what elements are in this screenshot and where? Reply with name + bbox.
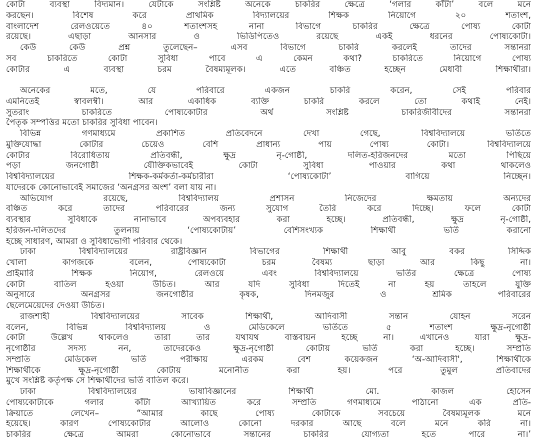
text-line: সম্প্রতি মেডিকেল ভর্তি পরীক্ষায় এরকম বেশ কয়েকজন ‘অ-আদিবাসী', শিক্ষার্থীকে — [6, 354, 531, 365]
text-line: মুক্তিযোদ্ধা কোটার চেয়েও বেশি প্রাধান্য পায় পোষ্য কোটা। বিশ্ববিদ্যালয়ে — [6, 139, 531, 150]
text-line: কেউ কেউ প্রশ্ন তুলেছেন– এসব বিভাগে চাকরি করলেই তাদের সন্তানরা — [20, 43, 531, 53]
text-line: পোষ্যকোটাকে গলার কাঁটা আখ্যায়িত করে সম্প্রতি গণমাধ্যমে পাঠানো এক প্রতি- — [6, 397, 531, 408]
text-line: কোটা ব্যবস্থা বিদ্যমান। যেটাকে সংশ্লিষ্ট অনেকে চাকরির ক্ষেত্রে ‘গলার কাঁটা’ বলে মনে — [6, 0, 531, 10]
text-line: এমনিতেই স্বাবলম্বী। আর একাধিক ব্যক্তি চাকরি করলে তো কথাই নেই। — [6, 96, 531, 107]
text-line: অনুসারে অনগ্রসর জনগোষ্ঠীর কৃষক, দিনমজুর ও শ্রমিক পরিবারের — [6, 290, 531, 301]
text-line: অভিযোগ রয়েছে, বিশ্ববিদ্যালয় প্রশাসন নিজেদের ক্ষমতায় অন্যদের — [20, 193, 531, 204]
text-line: অনেকের মতে, যে পরিবারে একজন চাকরি করেন, সেই পরিবার — [20, 86, 531, 96]
text-line: খোলা কাগজকে বলেন, পোষ্যকোটা চরম বৈষম্য ছাড়া আর কিছু না। — [6, 258, 531, 268]
text-line: কোটা উল্লেখ থাকলেও তারা তার যথাযথ বাস্তবায়ন হচ্ছে না। এখানেও যারা ক্ষুদ্র- — [6, 333, 531, 344]
text-line: বিভিন্ন গণমাধ্যমে প্রকাশিত প্রতিবেদনে দেখা গেছে, বিশ্ববিদ্যালয়ে ভর্তিতে — [20, 129, 531, 139]
text-line: সব চাকরিতে কোটা সুবিধা পাবে এ কেমন কথা? চাকরিতে নিয়োগে পোষ্য — [6, 53, 531, 64]
text-line: রাজশাহী বিশ্ববিদ্যালয়ের সাবেক শিক্ষার্থী, আদিবাসী সন্তান যোহন সরেন — [20, 311, 531, 322]
text-line: বঞ্চিত করে তাদের পরিবারের জন্য সুযোগ তৈরি করে দিচ্ছে। ফলে কোটা — [6, 204, 531, 215]
text-line: কোটা বাতিল হওয়া উচিত। আর যদি সুবিধা দিতেই না হয় তাহলে যুক্তি — [6, 279, 531, 290]
text-line: হয়েছে। কারণ পোষ্যকোটার আলোও কোনো দরকার আছে বলে মনে করি না। — [6, 419, 531, 430]
text-line: পৈতৃক সম্পত্তির মতো চাকরির সুবিধা পাবেন। — [6, 118, 158, 129]
text-line — [6, 75, 531, 86]
text-line: হচ্ছে সাধারণ, আমরা ও সুবিধাভোগী পরিবার থেকে। — [6, 236, 183, 247]
text-line: কোটার এ ব্যবস্থা চরম বৈষম্যমূলক। এতে বঞ্চিত হচ্ছেন মেধাবী শিক্ষার্থীরা। — [6, 64, 531, 75]
text-line: ছেলেমেয়েদের দেওয়া উচিত। — [6, 301, 105, 311]
text-line: রয়েছে। এছাড়া আনসার ও ভিডিপিতেও রয়েছে একই ধরনের পোষ্যকোটা। — [6, 32, 531, 43]
text-line: ঢাকা বিশ্ববিদ্যালয়ের ভাষাবিজ্ঞানের শিক্ষার্থী মো. কাজল হোসেন — [20, 387, 531, 397]
text-line: ক্রিয়াতে লেখেন– “আমার কাছে পোষ্য কোটাকে সবচেয়ে বৈষম্যমূলক মনে — [6, 408, 531, 419]
text-line: মুখে সংশ্লিষ্ট কর্তৃপক্ষ সে শিক্ষার্থীদের ভর্তি বাতিল করে। — [6, 376, 189, 387]
text-line: বলেন, বিভিন্ন বিশ্ববিদ্যালয় ও মেডিকেলে ভর্তিতে ৫ শতাংশ ক্ষুদ্র-নৃগোষ্ঠী — [6, 322, 531, 333]
text-line: নৃগোষ্ঠীর সদস্য নন, তাদেরকেও ক্ষুদ্র-নৃগোষ্ঠী কোটায় ভর্তি করা হচ্ছে। সম্প্রতি — [6, 344, 531, 354]
text-line: সুতরাং চাকরিতে পোষ্যকোটার অর্থ সংশ্লিষ্ট চাকরিজীবীদের সন্তানরা — [6, 107, 531, 118]
text-line: পড়া জনগোষ্ঠী যৌক্তিকভাবেই কোটা সুবিধা পাওয়ার কথা থাকলেও — [6, 161, 531, 172]
text-line: যাদেরকে কোনোভাবেই সমাজের ‘অনগ্রসর অংশ’ বলা যায় না। — [6, 182, 217, 193]
text-line: ব্যবস্থার সুবিধাকে নানাভাবে অপব্যবহার করা হচ্ছে। প্রতিবন্ধী, ক্ষুদ্র নৃ-গোষ্ঠী, — [6, 215, 531, 225]
text-line: শিক্ষার্থীকে ক্ষুদ্র-নৃগোষ্ঠী কোটায় মনোনীত করা হয়। পরে তুমুল প্রতিবাদের — [6, 365, 531, 376]
text-line: করছেন। বিশেষ করে প্রাথমিক বিদ্যালয়ের শিক্ষক নিয়োগে ২০ শতাংশ, — [6, 10, 531, 21]
text-line: চাকরির ক্ষেত্রে আমরা কোনোভাবে সন্তানের চাকরির যোগ্যতা হতে পারে না।’ — [6, 430, 531, 440]
text-line: কোটার বিরোধিতায় প্রতিবন্ধী, ক্ষুদ্র নৃ-গোষ্ঠী, দলিত-হরিজনদের মতো পিছিয়ে — [6, 150, 531, 161]
text-line: বিশ্ববিদ্যালয়ের শিক্ষক-কর্মকর্তা-কর্মচারীরা ‘পোষ্যকোটা’ বাগিয়ে নিচ্ছেন। — [6, 172, 531, 182]
text-line: ঢাকা বিশ্ববিদ্যালয়ের রাষ্ট্রবিজ্ঞান বিভাগের শিক্ষার্থী আবু বকর সিদ্দিক — [20, 247, 531, 258]
text-line: হরিজন-দলিতদের তুলনায় ‘পোষ্যকোটায়’ বেশিসংখ্যক শিক্ষার্থী ভর্তি করানো — [6, 225, 531, 236]
text-line: প্রাইমারি শিক্ষক নিয়োগ, রেলওয়ে এবং বিশ্ববিদ্যালয়ে ভর্তির ক্ষেত্রে পোষ্য — [6, 268, 531, 279]
text-line: বাংলাদেশ রেলওয়েতে ৪০ শতাংশসহ নানা বিভাগে চাকরির ক্ষেত্রে পোষ্য কোটা — [6, 21, 531, 32]
